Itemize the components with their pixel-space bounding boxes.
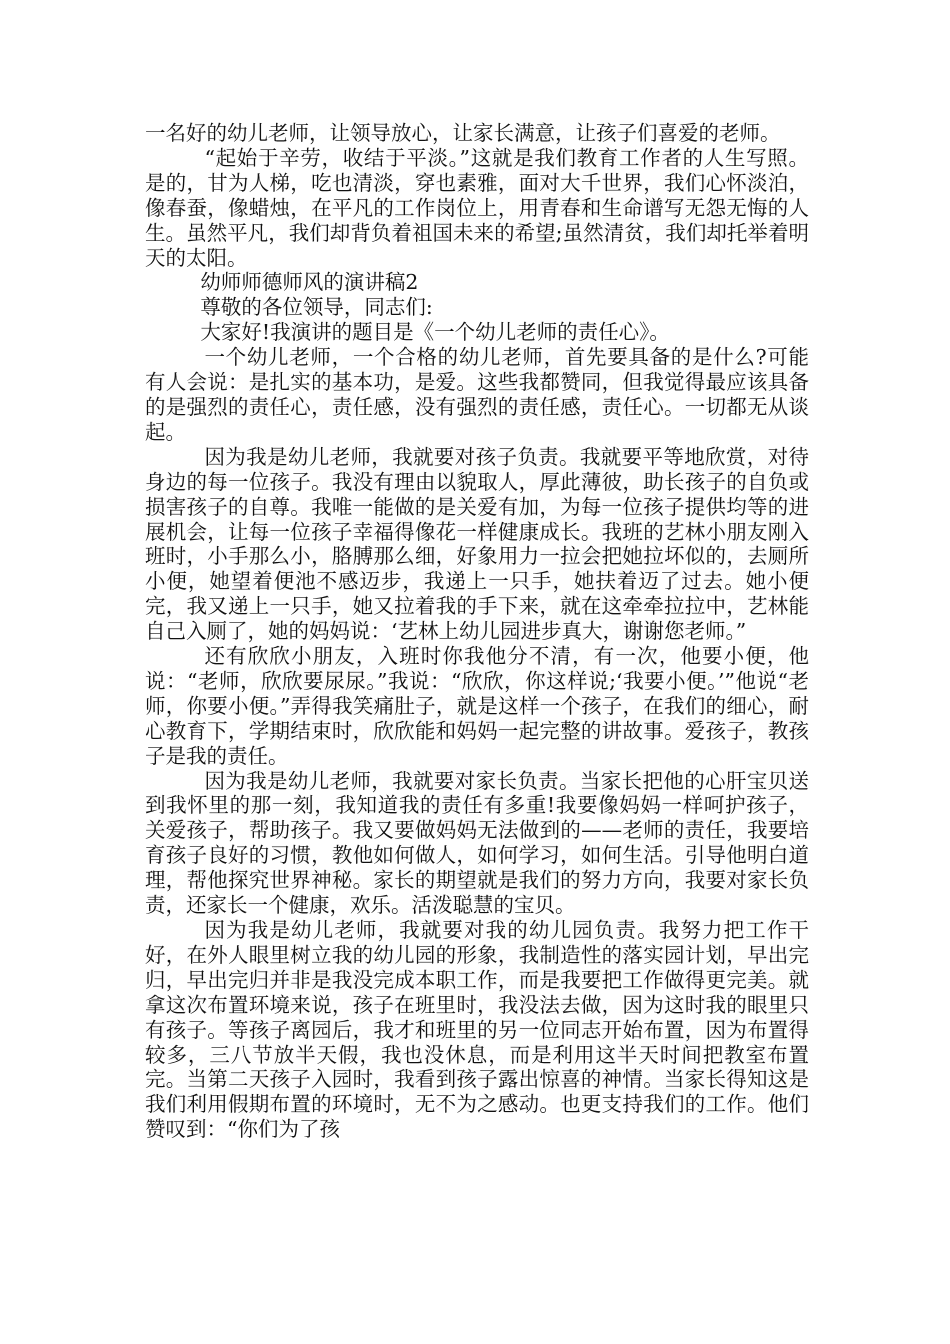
document-body — [145, 121, 809, 1142]
paragraph-1: 一名好的幼儿老师，让领导放心，让家长满意，让孩子们喜爱的老师。 — [145, 121, 781, 145]
paragraph-3: 一个幼儿老师，一个合格的幼儿老师，首先要具备的是什么?可能有人会说：是扎实的基本功，是爱。这些我都赞同，但我觉得最应该具备的是强烈的责任心，责任感，没有强烈的责任感，责任心。一切都无从谈起。 — [145, 345, 809, 444]
salutation: 尊敬的各位领导，同志们: — [200, 295, 433, 320]
paragraph-5: 还有欣欣小朋友，入班时你我他分不清，有一次，他要小便，他说：“老师，欣欣要尿尿。”我说：“欣欣，你这样说;‘我要小便。’”他说“老师，你要小便。”弄得我笑痛肚子，就是这样一个孩子，在我们的细心，耐心教育下，学期结束时，欣欣能和妈妈一起完整的讲故事。爱孩子，教孩子是我的责任。 — [145, 644, 809, 768]
greeting: 大家好!我演讲的题目是《一个幼儿老师的责任心》。 — [200, 320, 670, 345]
paragraph-7: 因为我是幼儿老师，我就要对我的幼儿园负责。我努力把工作干好，在外人眼里树立我的幼儿园的形象，我制造性的落实园计划，早出完归，早出完归并非是我没完成本职工作，而是我要把工作做得更完美。就拿这次布置环境来说，孩子在班里时，我没法去做，因为这时我的眼里只有孩子。等孩子离园后，我才和班里的另一位同志开始布置，因为布置得较多，三八节放半天假，我也没休息，而是利用这半天时间把教室布置完。当第二天孩子入园时，我看到孩子露出惊喜的神情。当家长得知这是我们利用假期布置的环境时，无不为之感动。也更支持我们的工作。他们赞叹到：“你们为了孩 — [145, 918, 809, 1142]
paragraph-6: 因为我是幼儿老师，我就要对家长负责。当家长把他的心肝宝贝送到我怀里的那一刻，我知道我的责任有多重!我要像妈妈一样呵护孩子，关爱孩子，帮助孩子。我又要做妈妈无法做到的——老师的责任，我要培育孩子良好的习惯，教他如何做人，如何学习，如何生活。引导他明白道理，帮他探究世界神秘。家长的期望就是我们的努力方向，我要对家长负责，还家长一个健康，欢乐。活泼聪慧的宝贝。 — [145, 768, 809, 918]
section-heading: 幼师师德师风的演讲稿2 — [200, 270, 419, 295]
paragraph-4: 因为我是幼儿老师，我就要对孩子负责。我就要平等地欣赏，对待身边的每一位孩子。我没有理由以貌取人，厚此薄彼，助长孩子的自负或损害孩子的自尊。我唯一能做的是关爱有加，为每一位孩子提供均等的进展机会，让每一位孩子幸福得像花一样健康成长。我班的艺林小朋友刚入班时，小手那么小，胳膊那么细，好象用力一拉会把她拉坏似的，去厕所小便，她望着便池不感迈步，我递上一只手，她扶着迈了过去。她小便完，我又递上一只手，她又拉着我的手下来，就在这牵牵拉拉中，艺林能自己入厕了，她的妈妈说：‘艺林上幼儿园进步真大，谢谢您老师。” — [145, 444, 809, 644]
paragraph-2: “起始于辛劳，收结于平淡。”这就是我们教育工作者的人生写照。是的，甘为人梯，吃也清淡，穿也素雅，面对大千世界，我们心怀淡泊，像春蚕，像蜡烛，在平凡的工作岗位上，用青春和生命谱写无怨无悔的人生。虽然平凡，我们却背负着祖国未来的希望;虽然清贫，我们却托举着明天的太阳。 — [145, 145, 809, 270]
